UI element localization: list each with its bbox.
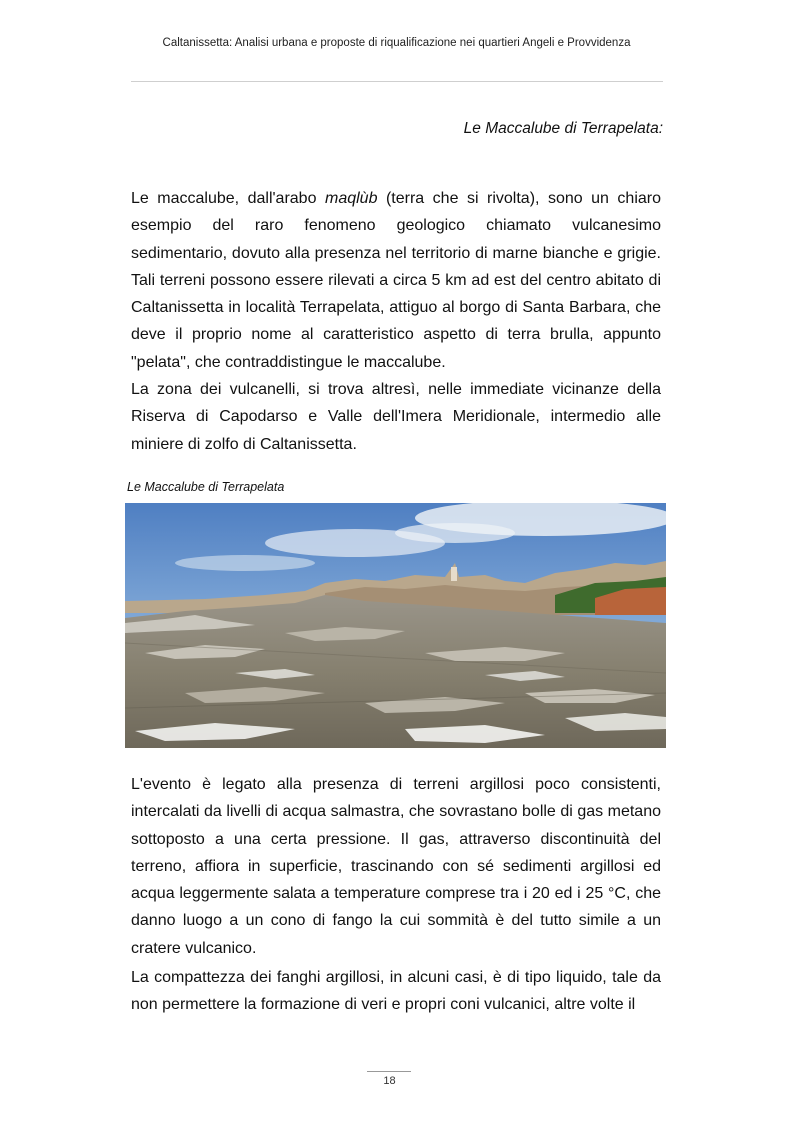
landscape-photo [125,503,666,748]
footer-divider [367,1071,411,1072]
paragraph-intro [131,185,661,376]
page-number: 18 [383,1075,396,1087]
header-divider [131,81,663,82]
figure-caption: Le Maccalube di Terrapelata [127,480,285,494]
paragraph-intro-start: Le maccalube, dall'arabo [131,190,325,207]
paragraph-phenomenon: L'evento è legato alla presenza di terreni argillosi poco consistenti, intercalati da livelli di acqua salmastra, che sovrastano bolle di gas metano sottoposto a una certa pressione. Il gas, attraverso discontinuità del terreno, affiora in superficie, trascinando con sé sedimenti argillosi ed acqua leggermente salata a temperature comprese tra i 20 ed i 25 °C, che danno luogo a un cono di fango la cui sommità è del tutto simile a un cratere vulcanico. [131,776,661,957]
running-header: Caltanissetta: Analisi urbana e proposte di riqualificazione nei quartieri Angeli e Provvidenza [162,37,631,49]
paragraph-location: La zona dei vulcanelli, si trova altresì, nelle immediate vicinanze della Riserva di Capodarso e Valle dell'Imera Meridionale, intermedio alle miniere di zolfo di Caltanissetta. [131,381,661,453]
paragraph-intro-rest: (terra che si rivolta), sono un chiaro esempio del raro fenomeno geologico chiamato vulcanesimo sedimentario, dovuto alla presenza nel territorio di marne bianche e grigie. Tali terreni possono essere rilevati a circa 5 km ad est del centro abitato di Caltanissetta in località Terrapelata, attiguo al borgo di Santa Barbara, che deve il proprio nome al caratteristico aspetto di terra brulla, appunto "pelata", che contraddistingue le maccalube. [131,190,662,371]
section-title: Le Maccalube di Terrapelata: [463,120,663,137]
paragraph-compactness: La compattezza dei fanghi argillosi, in alcuni casi, è di tipo liquido, tale da non permettere la formazione di veri e propri coni vulcanici, altre volte il [131,969,661,1014]
paragraph-intro-italic-term: maqlùb [324,190,378,207]
